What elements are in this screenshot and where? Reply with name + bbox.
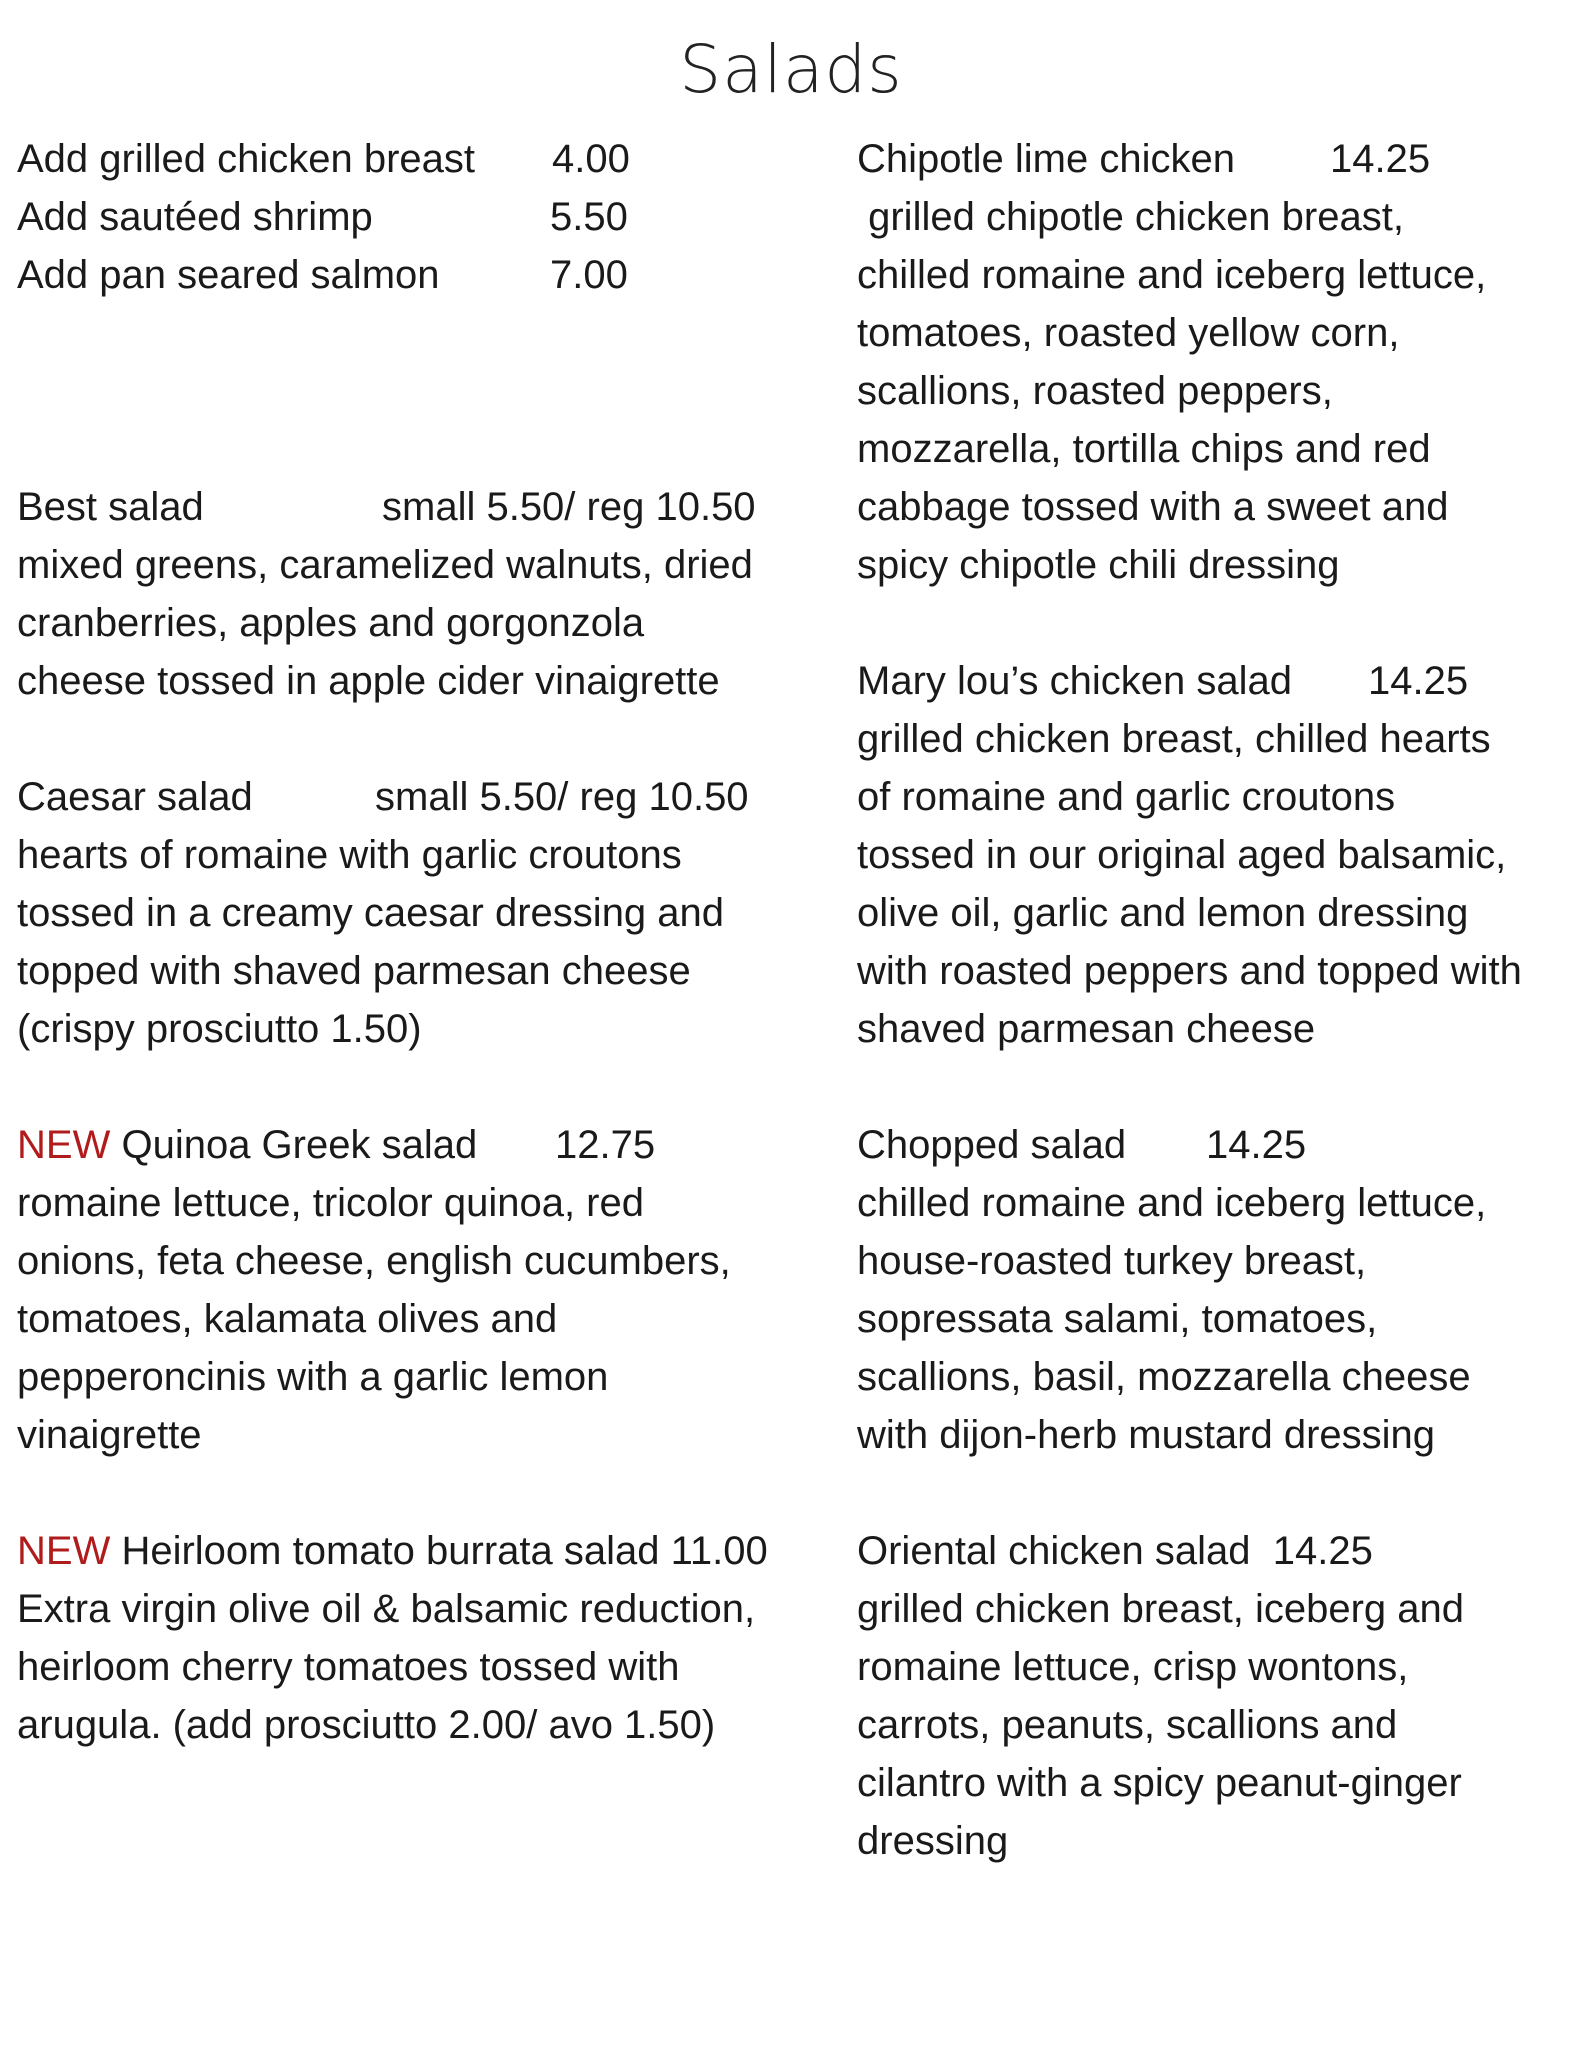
item-desc-line: romaine lettuce, crisp wontons, <box>857 1645 1409 1689</box>
addon-price: 4.00 <box>552 137 630 181</box>
item-price: 14.25 <box>1330 137 1431 181</box>
menu-item-oriental-chicken-salad <box>857 1522 1572 1870</box>
item-name: Best salad <box>17 485 204 529</box>
item-desc-line: chilled romaine and iceberg lettuce, <box>857 1181 1487 1225</box>
item-desc-line: cranberries, apples and gorgonzola <box>17 601 645 645</box>
item-desc-line: pepperoncinis with a garlic lemon <box>17 1355 609 1399</box>
item-desc-line: spicy chipotle chili dressing <box>857 543 1340 587</box>
item-desc-line: scallions, roasted peppers, <box>857 369 1333 413</box>
menu-item-best-salad <box>17 478 837 710</box>
page-title: Salads <box>679 31 903 108</box>
item-desc-line: (crispy prosciutto 1.50) <box>17 1007 422 1051</box>
item-name: Mary lou’s chicken salad <box>857 659 1293 703</box>
item-desc-line: hearts of romaine with garlic croutons <box>17 833 682 877</box>
item-desc-line: mixed greens, caramelized walnuts, dried <box>17 543 753 587</box>
new-badge: NEW <box>17 1123 111 1167</box>
item-name: Caesar salad <box>17 775 253 819</box>
item-name: Oriental chicken salad <box>857 1529 1251 1573</box>
menu-item-chopped-salad <box>857 1116 1572 1464</box>
addon-salmon <box>17 246 837 304</box>
addon-chicken <box>17 130 837 188</box>
addon-name: Add sautéed shrimp <box>17 195 373 239</box>
item-desc-line: shaved parmesan cheese <box>857 1007 1316 1051</box>
item-name: Quinoa Greek salad <box>121 1123 478 1167</box>
item-price: 14.25 <box>1368 659 1469 703</box>
item-desc-line: cabbage tossed with a sweet and <box>857 485 1449 529</box>
addon-shrimp <box>17 188 837 246</box>
menu-item-mary-lous-chicken-salad <box>857 652 1572 1058</box>
item-desc-line: cilantro with a spicy peanut-ginger <box>857 1761 1462 1805</box>
item-desc-line: romaine lettuce, tricolor quinoa, red <box>17 1181 644 1225</box>
item-desc-line: onions, feta cheese, english cucumbers, <box>17 1239 731 1283</box>
item-desc-line: of romaine and garlic croutons <box>857 775 1396 819</box>
item-desc-line: chilled romaine and iceberg lettuce, <box>857 253 1487 297</box>
item-desc-line: olive oil, garlic and lemon dressing <box>857 891 1469 935</box>
item-desc-line: house-roasted turkey breast, <box>857 1239 1367 1283</box>
item-desc-line: Extra virgin olive oil & balsamic reduction, <box>17 1587 756 1631</box>
item-price: small 5.50/ reg 10.50 <box>375 775 749 819</box>
item-price: small 5.50/ reg 10.50 <box>382 485 756 529</box>
addon-price: 7.00 <box>550 253 628 297</box>
item-desc-line: carrots, peanuts, scallions and <box>857 1703 1398 1747</box>
item-desc-line: tomatoes, roasted yellow corn, <box>857 311 1400 355</box>
item-desc-line: grilled chicken breast, chilled hearts <box>857 717 1491 761</box>
right-column <box>857 130 1572 1870</box>
item-desc-line: grilled chicken breast, iceberg and <box>857 1587 1465 1631</box>
item-desc-line: with dijon-herb mustard dressing <box>857 1413 1436 1457</box>
item-name: Heirloom tomato burrata salad <box>121 1529 660 1573</box>
item-desc-line: mozzarella, tortilla chips and red <box>857 427 1431 471</box>
item-desc-line: tossed in our original aged balsamic, <box>857 833 1507 877</box>
addon-name: Add pan seared salmon <box>17 253 440 297</box>
item-desc-line: grilled chipotle chicken breast, <box>857 195 1404 239</box>
item-price: 14.25 <box>1206 1123 1307 1167</box>
item-desc-line: cheese tossed in apple cider vinaigrette <box>17 659 720 703</box>
menu-item-chipotle-lime-chicken <box>857 130 1572 594</box>
item-price: 14.25 <box>1272 1529 1373 1573</box>
new-badge: NEW <box>17 1529 111 1573</box>
left-column <box>17 130 837 1754</box>
item-desc-line: topped with shaved parmesan cheese <box>17 949 691 993</box>
item-price: 11.00 <box>670 1529 768 1573</box>
item-desc-line: with roasted peppers and topped with <box>857 949 1522 993</box>
addon-name: Add grilled chicken breast <box>17 137 476 181</box>
item-desc-line: tomatoes, kalamata olives and <box>17 1297 558 1341</box>
menu-item-quinoa-salad <box>17 1116 837 1464</box>
item-desc-line: arugula. (add prosciutto 2.00/ avo 1.50) <box>17 1703 716 1747</box>
item-name: Chipotle lime chicken <box>857 137 1235 181</box>
addon-price: 5.50 <box>550 195 628 239</box>
item-desc-line: heirloom cherry tomatoes tossed with <box>17 1645 680 1689</box>
item-desc-line: sopressata salami, tomatoes, <box>857 1297 1378 1341</box>
item-name: Chopped salad <box>857 1123 1127 1167</box>
item-desc-line: vinaigrette <box>17 1413 202 1457</box>
item-desc-line: dressing <box>857 1819 1009 1863</box>
item-price: 12.75 <box>555 1123 656 1167</box>
menu-item-burrata-salad <box>17 1522 837 1754</box>
item-desc-line: tossed in a creamy caesar dressing and <box>17 891 725 935</box>
menu-item-caesar-salad <box>17 768 837 1058</box>
item-desc-line: scallions, basil, mozzarella cheese <box>857 1355 1471 1399</box>
